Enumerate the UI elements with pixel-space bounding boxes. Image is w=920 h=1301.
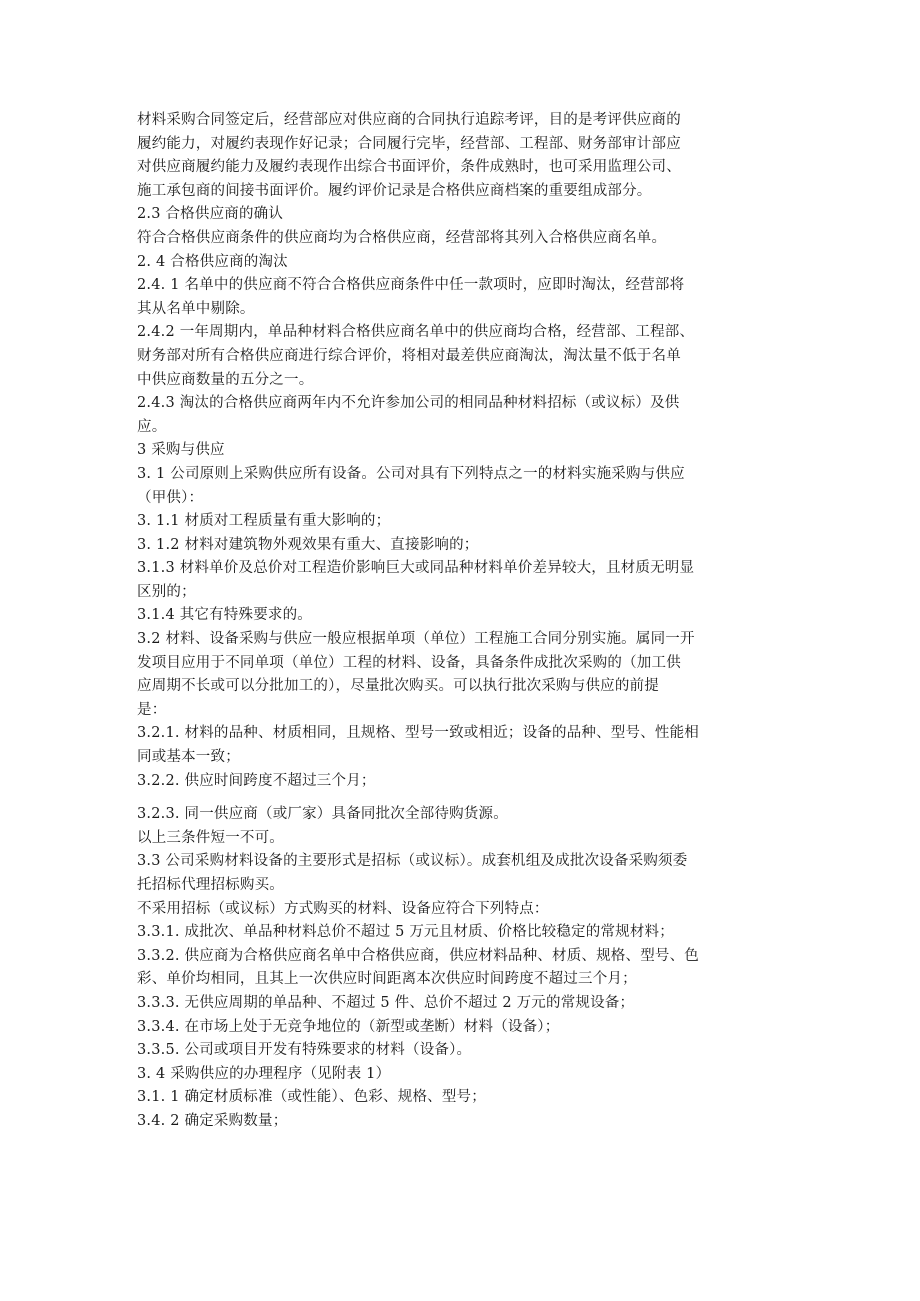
- clause-line: 3.2.3. 同一供应商（或厂家）具备同批次全部待购货源。: [137, 806, 508, 823]
- clause-line: 3.3.1. 成批次、单品种材料总价不超过 5 万元且材质、价格比较稳定的常规材料；: [137, 924, 674, 941]
- section-heading: 2.3 合格供应商的确认: [137, 206, 284, 223]
- clause-line: 财务部对所有合格供应商进行综合评价，将相对最差供应商淘汰，淘汰量不低于名单: [137, 347, 681, 364]
- paragraph-line: 对供应商履约能力及履约表现作出综合书面评价，条件成熟时，也可采用监理公司、: [137, 159, 681, 176]
- clause-line: 3.3.2. 供应商为合格供应商名单中合格供应商，供应材料品种、材质、规格、型号、色: [137, 947, 700, 964]
- clause-line: 发项目应用于不同单项（单位）工程的材料、设备，具备条件成批次采购的（加工供: [137, 654, 681, 671]
- section-heading: 3 采购与供应: [137, 442, 225, 459]
- clause-line: 应周期不长或可以分批加工的），尽量批次购买。可以执行批次采购与供应的前提: [137, 678, 659, 695]
- document-body: [137, 109, 777, 1134]
- paragraph-line: 符合合格供应商条件的供应商均为合格供应商，经营部将其列入合格供应商名单。: [137, 229, 667, 246]
- clause-line: 3.3.3. 无供应周期的单品种、不超过 5 件、总价不超过 2 万元的常规设备；: [137, 994, 635, 1011]
- clause-line: 3. 1.1 材质对工程质量有重大影响的；: [137, 513, 391, 530]
- clause-line: 区别的；: [137, 583, 196, 600]
- paragraph-line: 不采用招标（或议标）方式购买的材料、设备应符合下列特点：: [137, 900, 549, 917]
- clause-line: 应。: [137, 418, 167, 435]
- paragraph-line: 以上三条件短一不可。: [137, 829, 284, 846]
- clause-line: 同或基本一致；: [137, 749, 240, 766]
- clause-line: 彩、单价均相同，且其上一次供应时间距离本次供应时间跨度不超过三个月；: [137, 971, 637, 988]
- clause-line: 2.4.2 一年周期内，单品种材料合格供应商名单中的供应商均合格，经营部、工程部、: [137, 324, 695, 341]
- paragraph-spacer: [137, 793, 777, 803]
- clause-line: 中供应商数量的五分之一。: [137, 371, 314, 388]
- clause-line: （甲供）：: [137, 489, 204, 506]
- paragraph-line: 材料采购合同签定后，经营部应对供应商的合同执行追踪考评，目的是考评供应商的: [137, 112, 681, 128]
- section-heading: 2. 4 合格供应商的淘汰: [137, 253, 288, 270]
- paragraph-line: 履约能力，对履约表现作好记录；合同履行完毕，经营部、工程部、财务部审计部应: [137, 135, 681, 152]
- clause-line: 3.1. 1 确定材质标准（或性能）、色彩、规格、型号；: [137, 1089, 486, 1106]
- clause-line: 2.4. 1 名单中的供应商不符合合格供应商条件中任一款项时，应即时淘汰，经营部将: [137, 277, 685, 294]
- clause-line: 托招标代理招标购买。: [137, 877, 284, 893]
- clause-line: 3.1.4 其它有特殊要求的。: [137, 607, 313, 624]
- clause-line: 2.4.3 淘汰的合格供应商两年内不允许参加公司的相同品种材料招标（或议标）及供: [137, 395, 680, 412]
- clause-line: 3.3.5. 公司或项目开发有特殊要求的材料（设备）。: [137, 1042, 472, 1059]
- clause-line: 其从名单中剔除。: [137, 300, 255, 317]
- clause-line: 3. 1.2 材料对建筑物外观效果有重大、直接影响的；: [137, 536, 479, 553]
- clause-line: 3.3.4. 在市场上处于无竞争地位的（新型或垄断）材料（设备）；: [137, 1018, 560, 1035]
- clause-line: 3.3 公司采购材料设备的主要形式是招标（或议标）。成套机组及成批次设备采购须委: [137, 853, 688, 870]
- clause-line: 3.4. 2 确定采购数量；: [137, 1112, 288, 1129]
- section-heading: 3. 4 采购供应的办理程序（见附表 1）: [137, 1065, 391, 1082]
- clause-line: 是：: [137, 701, 167, 718]
- clause-line: 3.2 材料、设备采购与供应一般应根据单项（单位）工程施工合同分别实施。属同一开: [137, 631, 695, 648]
- paragraph-line: 施工承包商的间接书面评价。履约评价记录是合格供应商档案的重要组成部分。: [137, 182, 652, 199]
- clause-line: 3.2.1. 材料的品种、材质相同，且规格、型号一致或相近；设备的品种、型号、性能相: [137, 725, 700, 742]
- clause-line: 3.1.3 材料单价及总价对工程造价影响巨大或同品种材料单价差异较大，且材质无明显: [137, 560, 695, 577]
- clause-line: 3. 1 公司原则上采购供应所有设备。公司对具有下列特点之一的材料实施采购与供应: [137, 465, 685, 482]
- clause-line: 3.2.2. 供应时间跨度不超过三个月；: [137, 772, 376, 789]
